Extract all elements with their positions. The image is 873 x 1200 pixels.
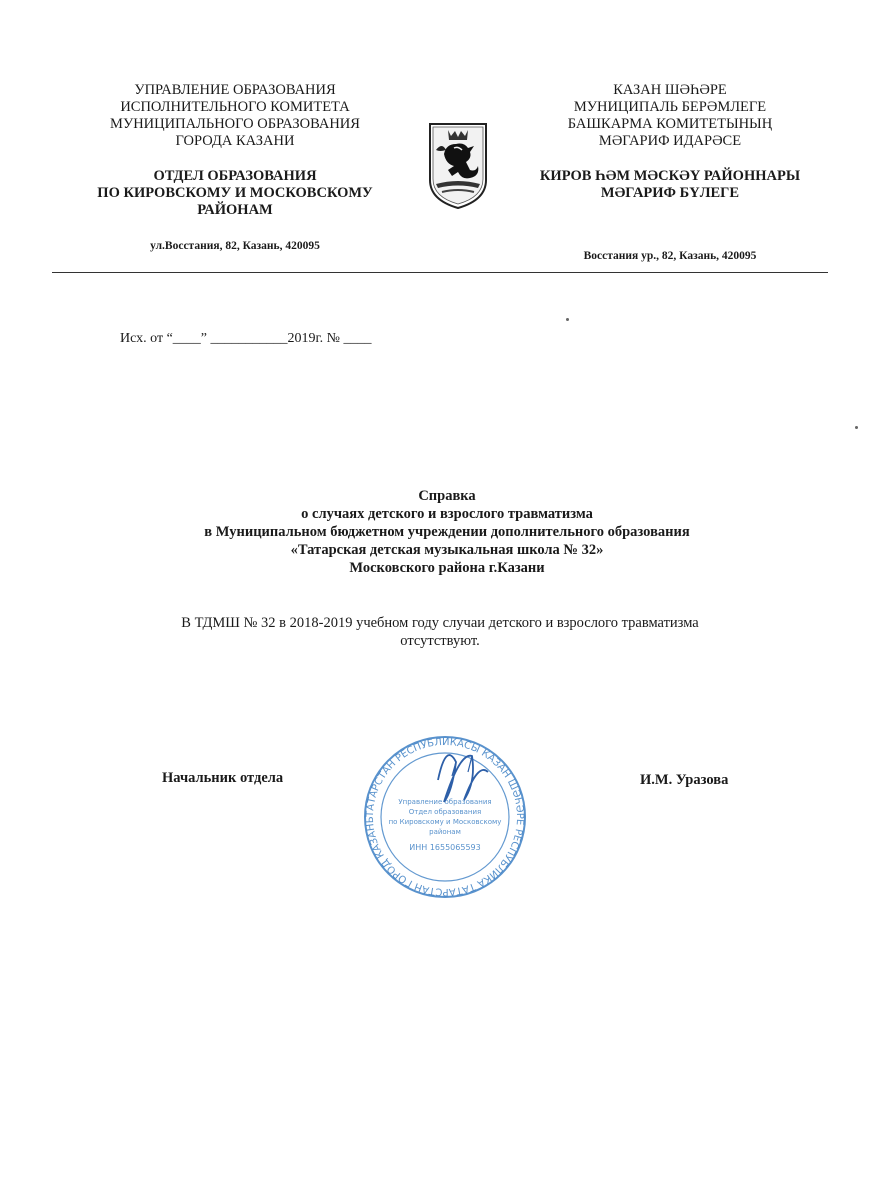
scan-speck (855, 426, 858, 429)
header-right-line: МӘГАРИФ ИДАРӘСЕ (598, 133, 742, 149)
header-right-address: Восстания ур., 82, Казань, 420095 (583, 250, 757, 262)
svg-text:районам: районам (429, 828, 461, 836)
header-right-department (500, 168, 840, 202)
document-title (60, 487, 834, 577)
header-left-dept-line: ПО КИРОВСКОМУ И МОСКОВСКОМУ (97, 185, 373, 201)
svg-text:Управление образования: Управление образования (398, 798, 492, 806)
header-left (60, 82, 410, 219)
header-left-department (60, 168, 410, 219)
signature-scribble (438, 755, 488, 802)
header-left-line: ГОРОДА КАЗАНИ (175, 133, 295, 149)
signature-name: И.М. Уразова (640, 772, 729, 788)
header-right (500, 82, 840, 202)
header-left-address: ул.Восстания, 82, Казань, 420095 (150, 240, 320, 252)
kazan-coat-of-arms-icon (424, 120, 492, 210)
title-line: Справка (418, 488, 476, 504)
svg-text:ТАТАРСТАН РЕСПУБЛИКАСЫ КАЗАН Ш (365, 737, 525, 897)
svg-text:по Кировскому и Московскому: по Кировскому и Московскому (388, 818, 502, 826)
title-line: о случаях детского и взрослого травматизма (301, 506, 593, 522)
body-paragraph: В ТДМШ № 32 в 2018-2019 учебном году случаи детского и взрослого травматизма отсутствуют. (181, 615, 699, 649)
title-line: в Муниципальном бюджетном учреждении дополнительного образования (204, 524, 690, 540)
header-left-dept-line: ОТДЕЛ ОБРАЗОВАНИЯ (153, 168, 317, 184)
svg-text:Отдел образования: Отдел образования (408, 808, 482, 816)
header-right-dept-line: КИРОВ ҺӘМ МӘСКӘҮ РАЙОННАРЫ (539, 168, 801, 184)
header-divider (52, 272, 828, 273)
header-left-line: ИСПОЛНИТЕЛЬНОГО КОМИТЕТА (120, 99, 350, 115)
signature-position: Начальник отдела (162, 770, 284, 786)
header-left-dept-line: РАЙОНАМ (197, 202, 273, 218)
stamp-outer-text: ТАТАРСТАН РЕСПУБЛИКАСЫ КАЗАН ШӘҺӘРЕ РЕСПУБЛИКА ТАТАРСТАН ГОРОД КАЗАНЬ (364, 736, 526, 898)
stamp-inn: ИНН 1655065593 (409, 843, 481, 852)
header-left-line: УПРАВЛЕНИЕ ОБРАЗОВАНИЯ (134, 82, 336, 98)
header-left-line: МУНИЦИПАЛЬНОГО ОБРАЗОВАНИЯ (110, 116, 360, 132)
header-right-line: МУНИЦИПАЛЬ БЕРӘМЛЕГЕ (573, 99, 767, 115)
title-line: «Татарская детская музыкальная школа № 32» (290, 542, 604, 558)
official-stamp (360, 732, 530, 902)
outgoing-reference: Исх. от “____” ___________2019г. № ____ (120, 331, 372, 346)
header-right-dept-line: МӘГАРИФ БҮЛЕГЕ (600, 185, 740, 201)
header-right-line: БАШКАРМА КОМИТЕТЫНЫҢ (567, 116, 773, 132)
title-line: Московского района г.Казани (349, 560, 545, 576)
header-right-line: КАЗАН ШӘҺӘРЕ (613, 82, 727, 98)
scan-speck (566, 318, 569, 321)
